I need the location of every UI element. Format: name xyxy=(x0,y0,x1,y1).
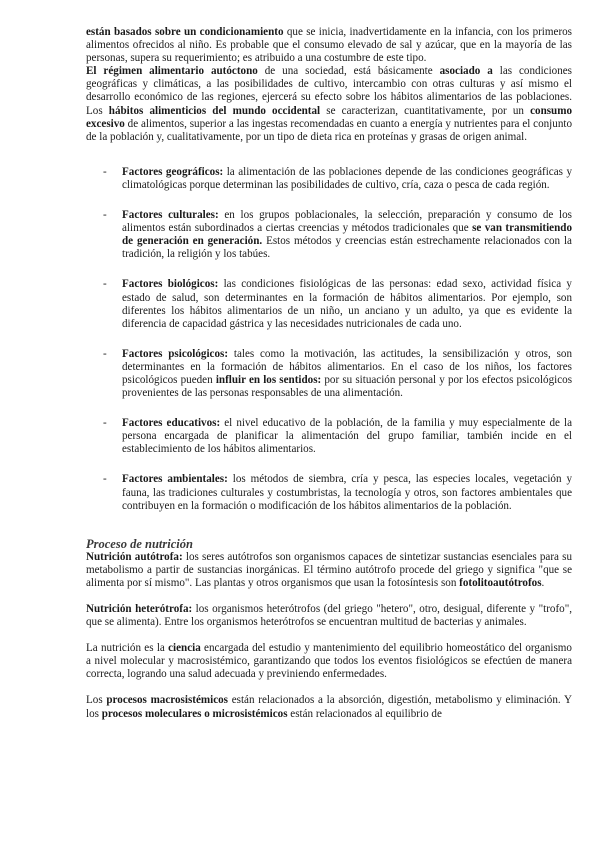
bold-text: consumo excesivo xyxy=(86,104,573,130)
body-text: Los xyxy=(86,694,107,707)
section-title: Proceso de nutrición xyxy=(86,536,193,551)
body-text: están relacionados al equilibrio de xyxy=(287,707,442,720)
factor-text: Estos métodos y creencias están estrechamente relacionados con la tradición, la religión y los tabúes. xyxy=(122,235,572,261)
bold-text: están basados sobre un condicionamiento xyxy=(86,26,284,38)
document-page xyxy=(86,26,572,721)
procesos-paragraph xyxy=(86,694,572,720)
ciencia-paragraph xyxy=(86,642,572,681)
heterotrofa-paragraph xyxy=(86,603,572,629)
list-dash: - xyxy=(103,417,107,430)
bold-text: se van transmitiendo de generación en generación. xyxy=(122,222,572,248)
bold-text: Nutrición heterótrofa: xyxy=(86,603,193,615)
factor-title: Factores educativos: xyxy=(122,417,221,430)
factor-text: la alimentación de las poblaciones depende de las condiciones geográficas y climatológicas porque determinan las posibilidades de cultivo, cría, caza o pesca de cada región. xyxy=(122,165,572,191)
list-item-biologicos xyxy=(86,278,572,330)
bold-text: asociado a xyxy=(439,65,493,78)
body-text: están relacionados a la absorción, digestión, metabolismo y eliminación. Y los xyxy=(86,694,572,720)
bold-text: El régimen alimentario autóctono xyxy=(86,65,258,78)
intro-paragraph-1 xyxy=(86,26,572,65)
body-text: encargada del estudio y mantenimiento del equilibrio homeostático del organismo a nivel molecular y macrosistémico, garantizando que todos los eventos fisiológicos se efectúen de manera correcta, logrando una salud adecuada y previniendo enfermedades. xyxy=(86,642,572,681)
list-item-culturales xyxy=(86,209,572,261)
body-text: . xyxy=(541,576,545,589)
list-item-ambientales xyxy=(86,473,572,512)
body-text: La nutrición es la xyxy=(86,642,169,655)
autotrofa-paragraph xyxy=(86,551,572,590)
body-text: los organismos heterótrofos (del griego "hetero", otro, desigual, diferente y "trofo", que se alimenta). Entre los organismos heterótrofos se encuentran multitud de bacterias y animales. xyxy=(86,603,572,629)
list-item-educativos xyxy=(86,417,572,456)
bold-text: hábitos alimenticios del mundo occidental xyxy=(108,104,321,117)
factor-text: en los grupos poblacionales, la selección, preparación y consumo de los alimentos están subordinados a ciertas creencias y métodos tradicionales que xyxy=(122,209,572,235)
bold-text: procesos macrosistémicos xyxy=(106,694,228,707)
body-text: de una sociedad, está básicamente xyxy=(257,65,440,78)
factor-text: tales como la motivación, las actitudes, la sensibilización y otros, son determinantes en la formación de hábitos alimentarios. En el caso de los niños, los factores psicológicos pueden xyxy=(122,347,572,386)
list-dash: - xyxy=(103,209,107,222)
factor-title: Factores biológicos: xyxy=(122,278,219,291)
list-dash: - xyxy=(103,347,107,360)
list-dash: - xyxy=(103,165,107,178)
bold-text: influir en los sentidos: xyxy=(215,373,322,386)
factor-title: Factores ambientales: xyxy=(122,473,228,486)
bold-text: fotolitoautótrofos xyxy=(459,576,542,589)
factor-text: por su situación personal y por los efectos psicológicos provenientes de las personas responsables de una alimentación. xyxy=(122,373,573,400)
body-text: se caracterizan, cuantitativamente, por un xyxy=(320,104,531,117)
list-item-psicologicos xyxy=(86,348,572,400)
body-text: que se inicia, inadvertidamente en la infancia, con los primeros alimentos ofrecidos al niño. Es probable que el consumo elevado de sal y azúcar, que en la mayoría de las personas, supera su requerimiento; es atribuido a una costumbre de este tipo. xyxy=(86,26,573,65)
bold-text: ciencia xyxy=(168,642,201,655)
list-dash: - xyxy=(103,278,107,291)
bold-text: procesos moleculares o microsistémicos xyxy=(101,707,288,720)
list-dash: - xyxy=(103,473,107,486)
factors-list xyxy=(86,166,572,513)
factor-text: el nivel educativo de la población, de la familia y muy especialmente de la persona encargada de planificar la alimentación del grupo familiar, también incide en el establecimiento de los hábitos alimentarios. xyxy=(122,417,573,456)
factor-title: Factores psicológicos: xyxy=(122,347,229,360)
bold-text: Nutrición autótrofa: xyxy=(86,550,183,563)
list-item-geograficos xyxy=(86,166,572,192)
factor-text: los métodos de siembra, cría y pesca, las especies locales, vegetación y fauna, las tradiciones culturales y costumbristas, la tecnología y otros, son factores ambientales que contribuyen en la formación o modificación de los hábitos alimentarios de la población. xyxy=(122,473,573,512)
factor-title: Factores culturales: xyxy=(122,209,219,222)
body-text: las condiciones geográficas y climáticas, a las posibilidades de cultivo, intercambio con otras culturas y así mismo el desarrollo económico de las regiones, ejercerá su efecto sobre los hábitos alimentarios de las poblaciones. Los xyxy=(86,65,572,117)
body-text: de alimentos, superior a las ingestas recomendadas en cuanto a energía y nutrientes para el conjunto de la población y, cualitativamente, por un tipo de dieta rica en proteínas y grasas de origen animal. xyxy=(86,117,572,143)
body-text: los seres autótrofos son organismos capaces de sintetizar sustancias esenciales para su metabolismo a partir de sustancias inorgánicas. El término autótrofo procede del griego y significa "que se alimenta por sí mismo". Las plantas y otros organismos que usan la fotosíntesis son xyxy=(86,550,572,589)
factor-title: Factores geográficos: xyxy=(122,165,224,178)
factor-text: las condiciones fisiológicas de las personas: edad sexo, actividad física y estado de salud, son determinantes en la formación de hábitos alimentarios. Por ejemplo, son diferentes los hábitos alimentarios de un niño, un anciano y un adulto, ya que es evidente la diferencia de capacidad gástrica y las necesidades nutricionales de cada uno. xyxy=(122,278,572,330)
intro-paragraph-2 xyxy=(86,65,572,144)
